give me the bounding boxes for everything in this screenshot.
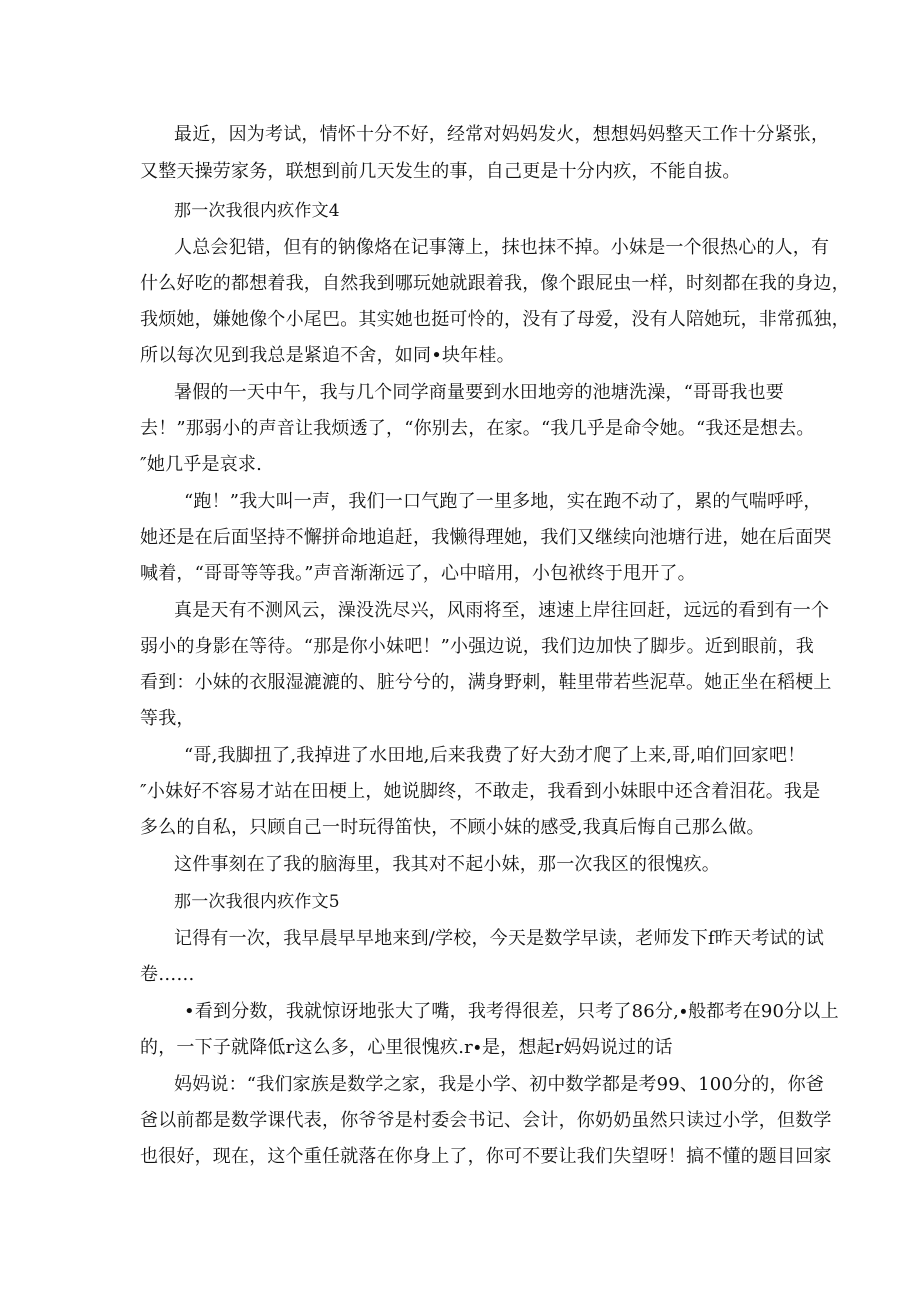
text-line: “哥,我脚扭了,我掉进了水田地,后来我费了好大劲才爬了上来,哥,咱们回家吧！ <box>184 745 806 766</box>
text-line: 多么的自私，只顾自己一时玩得笛快，不顾小妹的感受,我真后悔自己那么做。 <box>140 817 765 838</box>
text-line: 喊着，“哥哥等等我。”声音渐渐远了，心中暗用，小包袱终于甩开了。 <box>140 563 696 584</box>
text-line: 我烦她，嫌她像个小尾巴。其实她也挺可怜的，没有了母爱，没有人陪她玩，非常孤独， <box>140 309 850 330</box>
text-line: 妈妈说：“我们家族是数学之家，我是小学、初中数学都是考99、100分的，你爸 <box>174 1074 825 1095</box>
text-line: 人总会犯错，但有的钠像烙在记事簿上，抹也抹不掉。小妹是一个很热心的人，有 <box>174 237 830 258</box>
text-line: 的，一下子就降低r这么多，心里很愧疚.r∙是，想起r妈妈说过的话 <box>140 1037 673 1058</box>
text-line: •看到分数，我就惊讶地张大了嘴，我考得很差，只考了86分,∙般都考在90分以上 <box>184 1001 839 1022</box>
text-line: 记得有一次，我早晨早早地来到/学校，今天是数学早读，老师发下f昨天考试的试 <box>174 928 825 949</box>
text-line: “跑！”我大叫一声，我们一口气跑了一里多地，实在跑不动了，累的气喘呼呼， <box>184 491 822 512</box>
text-line: ″她几乎是哀求. <box>140 454 263 475</box>
text-line: 去！”那弱小的声音让我烦透了，“你别去，在家。“我几乎是命令她。“我还是想去。 <box>140 418 815 439</box>
text-line: 也很好，现在，这个重任就落在你身上了，你可不要让我们失望呀！搞不懂的题目回家 <box>140 1146 832 1167</box>
text-line: 她还是在后面坚持不懈拼命地追赶，我懒得理她，我们又继续向池塘行进，她在后面哭 <box>140 527 832 548</box>
text-line: 看到：小妹的衣服湿漉漉的、脏兮兮的，满身野刺，鞋里带若些泥草。她正坐在稻梗上 <box>140 672 832 693</box>
text-line: 卷…… <box>140 964 195 985</box>
text-line: 等我， <box>140 708 195 729</box>
text-line: 什么好吃的都想着我，自然我到哪玩她就跟着我，像个跟屁虫一样，时刻都在我的身边， <box>140 273 850 294</box>
text-line: 爸以前都是数学课代表，你爷爷是村委会书记、会计，你奶奶虽然只读过小学，但数学 <box>140 1110 832 1131</box>
text-line: 弱小的身影在等待。“那是你小妹吧！”小强边说，我们边加快了脚步。近到眼前，我 <box>140 636 815 657</box>
text-line: 所以每次见到我总是紧追不舍，如同•块年桂。 <box>140 345 515 366</box>
text-line: 这件事刻在了我的脑海里，我其对不起小妹，那一次我区的很愧疚。 <box>174 854 720 875</box>
section-heading: 那一次我很内疚作文4 <box>174 201 340 221</box>
text-line: 暑假的一天中午，我与几个同学商量要到水田地旁的池塘洗澡，“哥哥我也要 <box>174 382 784 403</box>
section-heading: 那一次我很内疚作文5 <box>174 892 340 912</box>
text-line: 真是天有不测风云，澡没洗尽兴，风雨将至，速速上岸往回赶，远远的看到有一个 <box>174 600 830 621</box>
text-line: ″小妹好不容易才站在田梗上，她说脚终，不敢走，我看到小妹眼中还含着泪花。我是 <box>140 781 821 802</box>
text-line: 又整天操劳家务，联想到前几天发生的事，自己更是十分内疚，不能自拔。 <box>140 161 741 182</box>
text-line: 最近，因为考试，情怀十分不好，经常对妈妈发火，想想妈妈整天工作十分紧张， <box>174 124 830 145</box>
